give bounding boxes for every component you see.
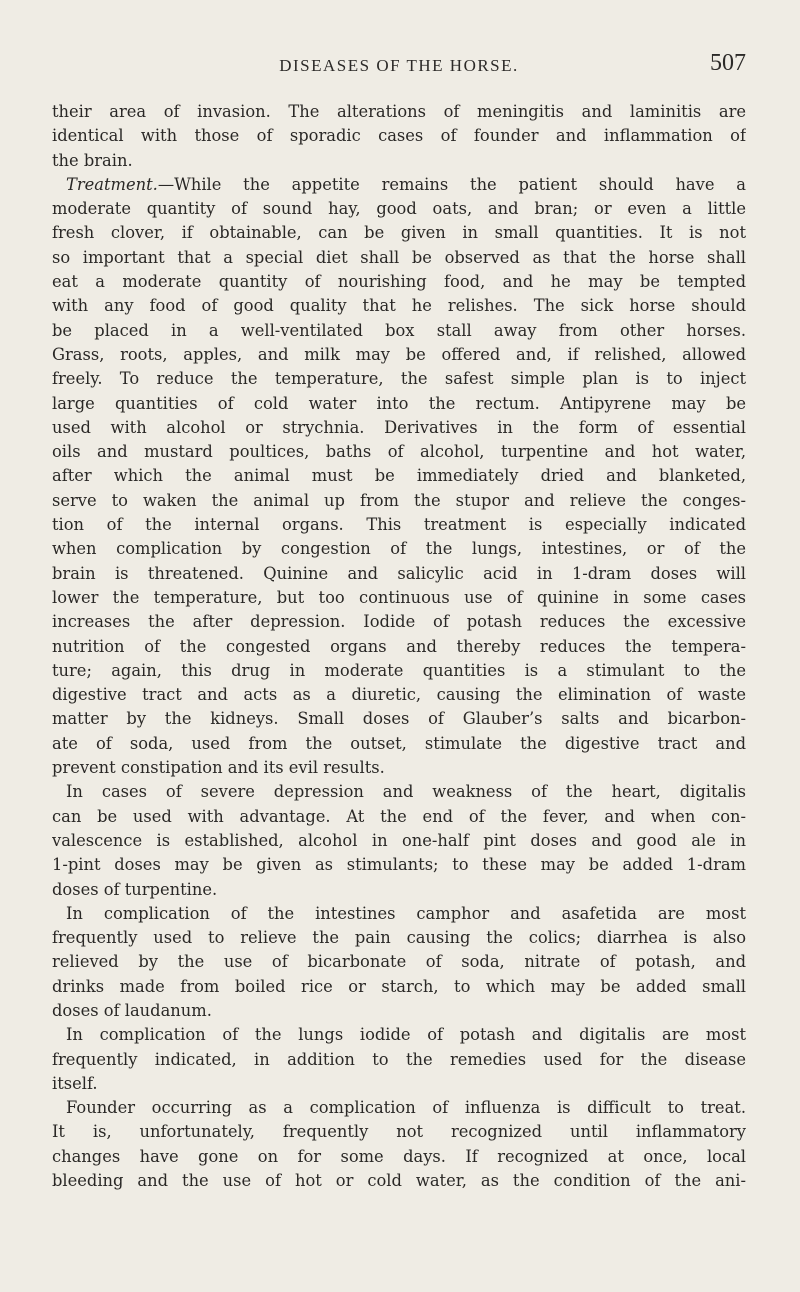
- text-line: [52, 805, 746, 829]
- section-label: Treatment.: [66, 174, 158, 194]
- text-line: [52, 756, 746, 780]
- line-text: doses of turpentine.: [52, 879, 218, 899]
- line-text: frequently used to relieve the pain causing the colics; diarrhea is also: [52, 928, 746, 948]
- line-text: so important that a special diet shall be observed as that the horse shall: [52, 247, 746, 267]
- running-head-title: DISEASES OF THE HORSE.: [279, 56, 519, 75]
- line-text: It is, unfortunately, frequently not recognized until inflammatory: [52, 1122, 746, 1142]
- text-line: [52, 853, 746, 877]
- text-line: [52, 221, 746, 245]
- page-number: 507: [710, 50, 746, 76]
- text-line: [52, 1072, 746, 1096]
- text-line: [52, 878, 746, 902]
- line-text: large quantities of cold water into the rectum. Antipyrene may be: [52, 393, 746, 413]
- text-line: [52, 416, 746, 440]
- text-line: [52, 197, 746, 221]
- line-text: In complication of the lungs iodide of potash and digitalis are most: [66, 1025, 746, 1045]
- text-line: [52, 950, 746, 974]
- line-text: doses of laudanum.: [52, 1000, 212, 1020]
- text-line: [52, 610, 746, 634]
- line-text: bleeding and the use of hot or cold water, as the condition of the ani-: [52, 1171, 746, 1191]
- text-line: [52, 294, 746, 318]
- text-line: [52, 343, 746, 367]
- text-line: [52, 780, 746, 804]
- text-line: [52, 1023, 746, 1047]
- line-text: can be used with advantage. At the end of the fever, and when con-: [52, 806, 746, 826]
- line-text: In complication of the intestines camphor and asafetida are most: [66, 903, 746, 923]
- text-line: [52, 319, 746, 343]
- line-text: freely. To reduce the temperature, the safest simple plan is to inject: [52, 369, 746, 389]
- line-text: when complication by congestion of the lungs, intestines, or of the: [52, 539, 746, 559]
- text-line: [52, 707, 746, 731]
- line-text: ate of soda, used from the outset, stimulate the digestive tract and: [52, 733, 746, 753]
- text-line: [52, 173, 746, 197]
- line-text: tion of the internal organs. This treatment is especially indicated: [52, 515, 746, 535]
- text-line: [52, 124, 746, 148]
- line-text: —While the appetite remains the patient should have a: [157, 174, 746, 194]
- text-line: [52, 440, 746, 464]
- text-line: [52, 562, 746, 586]
- text-line: [52, 926, 746, 950]
- line-text: prevent constipation and its evil results.: [52, 758, 385, 778]
- text-line: [52, 513, 746, 537]
- line-text: used with alcohol or strychnia. Derivatives in the form of essential: [52, 417, 746, 437]
- text-line: [52, 1120, 746, 1144]
- line-text: ture; again, this drug in moderate quantities is a stimulant to the: [52, 660, 746, 680]
- line-text: 1-pint doses may be given as stimulants; to these may be added 1-dram: [52, 855, 746, 875]
- line-text: drinks made from boiled rice or starch, to which may be added small: [52, 976, 746, 996]
- text-line: [52, 537, 746, 561]
- line-text: changes have gone on for some days. If recognized at once, local: [52, 1146, 746, 1166]
- line-text: moderate quantity of sound hay, good oats, and bran; or even a little: [52, 199, 746, 219]
- text-line: [52, 246, 746, 270]
- line-text: brain is threatened. Quinine and salicylic acid in 1-dram doses will: [52, 563, 746, 583]
- text-line: [52, 902, 746, 926]
- text-line: [52, 367, 746, 391]
- line-text: serve to waken the animal up from the stupor and relieve the conges-: [52, 490, 746, 510]
- text-line: [52, 1096, 746, 1120]
- body-text: [52, 100, 746, 1193]
- text-line: [52, 464, 746, 488]
- text-line: [52, 732, 746, 756]
- line-text: identical with those of sporadic cases of founder and inflammation of: [52, 126, 746, 146]
- line-text: the brain.: [52, 150, 133, 170]
- line-text: increases the after depression. Iodide of potash reduces the excessive: [52, 612, 746, 632]
- line-text: fresh clover, if obtainable, can be given in small quantities. It is not: [52, 223, 746, 243]
- line-text: after which the animal must be immediately dried and blanketed,: [52, 466, 746, 486]
- text-line: [52, 149, 746, 173]
- text-line: [52, 975, 746, 999]
- line-text: their area of invasion. The alterations of meningitis and laminitis are: [52, 102, 746, 121]
- text-line: [52, 1169, 746, 1193]
- line-text: digestive tract and acts as a diuretic, causing the elimination of waste: [52, 685, 746, 705]
- line-text: eat a moderate quantity of nourishing food, and he may be tempted: [52, 272, 746, 292]
- line-text: frequently indicated, in addition to the remedies used for the disease: [52, 1049, 746, 1069]
- text-line: [52, 392, 746, 416]
- text-line: [52, 829, 746, 853]
- line-text: relieved by the use of bicarbonate of soda, nitrate of potash, and: [52, 952, 746, 972]
- text-line: [52, 1145, 746, 1169]
- text-line: [52, 586, 746, 610]
- text-line: [52, 635, 746, 659]
- line-text: nutrition of the congested organs and thereby reduces the tempera-: [52, 636, 746, 656]
- line-text: Founder occurring as a complication of influenza is difficult to treat.: [66, 1098, 746, 1118]
- text-line: [52, 489, 746, 513]
- text-line: [52, 1048, 746, 1072]
- line-text: matter by the kidneys. Small doses of Glauber’s salts and bicarbon-: [52, 709, 746, 729]
- line-text: In cases of severe depression and weakness of the heart, digitalis: [66, 782, 746, 802]
- text-line: [52, 270, 746, 294]
- line-text: lower the temperature, but too continuous use of quinine in some cases: [52, 587, 746, 607]
- text-line: [52, 100, 746, 124]
- line-text: itself.: [52, 1073, 98, 1093]
- text-line: [52, 659, 746, 683]
- line-text: valescence is established, alcohol in one-half pint doses and good ale in: [52, 830, 746, 850]
- line-text: Grass, roots, apples, and milk may be offered and, if relished, allowed: [52, 344, 746, 364]
- line-text: oils and mustard poultices, baths of alcohol, turpentine and hot water,: [52, 442, 746, 462]
- line-text: with any food of good quality that he relishes. The sick horse should: [52, 296, 746, 316]
- line-text: be placed in a well-ventilated box stall away from other horses.: [52, 320, 746, 340]
- text-line: [52, 683, 746, 707]
- text-line: [52, 999, 746, 1023]
- running-head: [52, 50, 746, 84]
